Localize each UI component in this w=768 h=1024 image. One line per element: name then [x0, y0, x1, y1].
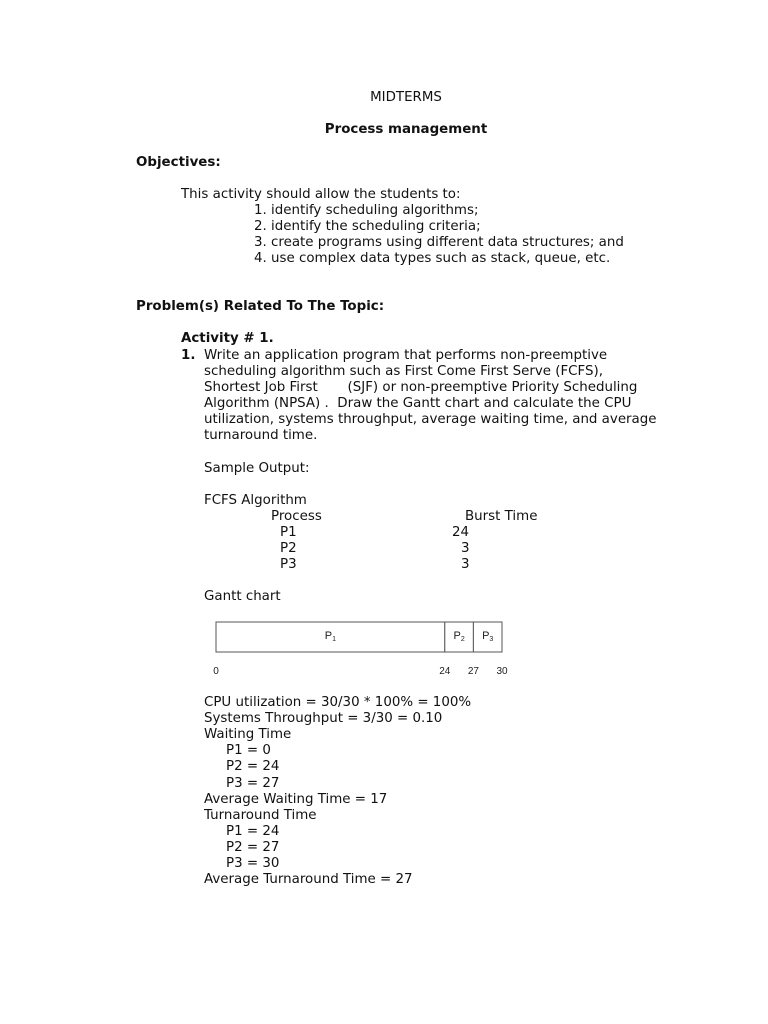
table-header-process: Process: [271, 509, 322, 524]
result-line: Average Waiting Time = 17: [204, 791, 388, 807]
document-title: MIDTERMS: [370, 90, 442, 105]
gantt-tick-label: 27: [467, 666, 479, 677]
gantt-tick-label: 30: [496, 666, 508, 677]
result-line: CPU utilization = 30/30 * 100% = 100%: [204, 695, 472, 710]
document-subtitle: Process management: [324, 122, 488, 137]
activity-title: Activity # 1.: [181, 331, 274, 346]
table-cell-burst: 24: [452, 525, 470, 540]
gantt-segment-label: P2: [453, 630, 465, 643]
objectives-heading: Objectives:: [136, 155, 221, 170]
gantt-segment-label: P1: [324, 630, 337, 643]
table-cell-process: P3: [280, 557, 297, 572]
sample-output-label: Sample Output:: [204, 461, 310, 476]
result-line: P3 = 30: [226, 856, 280, 871]
result-line: Average Turnaround Time = 27: [204, 872, 413, 888]
result-line: P1 = 0: [226, 743, 271, 759]
result-line: P3 = 27: [226, 775, 280, 791]
table-cell-burst: 3: [461, 557, 470, 572]
algorithm-label: FCFS Algorithm: [204, 493, 307, 508]
result-line: P1 = 24: [226, 823, 280, 839]
gantt-label: Gantt chart: [204, 589, 281, 604]
description-line: utilization, systems throughput, average waiting time, and average: [204, 412, 657, 427]
result-line: P2 = 24: [226, 759, 280, 775]
objective-item: 2. identify the scheduling criteria;: [254, 219, 481, 234]
gantt-chart: [206, 616, 516, 682]
description-line: Shortest Job First (SJF) or non-preemptive Priority Scheduling: [204, 380, 638, 395]
result-line: Systems Throughput = 3/30 = 0.10: [204, 711, 443, 727]
description-line: Algorithm (NPSA) . Draw the Gantt chart and calculate the CPU: [204, 396, 632, 411]
result-line: Waiting Time: [204, 727, 292, 743]
table-cell-process: P2: [280, 541, 297, 556]
table-header-burst-time: Burst Time: [465, 509, 538, 524]
description-line: turnaround time.: [204, 428, 318, 443]
description-line: Write an application program that performs non-preemptive: [204, 348, 608, 363]
objective-item: 3. create programs using different data structures; and: [254, 235, 624, 250]
problems-heading: Problem(s) Related To The Topic:: [136, 299, 385, 314]
result-line: P2 = 27: [226, 839, 280, 855]
description-line: scheduling algorithm such as First Come First Serve (FCFS),: [204, 364, 603, 379]
objectives-intro: This activity should allow the students to:: [181, 187, 461, 202]
table-cell-process: P1: [280, 525, 297, 540]
table-cell-burst: 3: [461, 541, 470, 556]
gantt-segment-label: P3: [482, 630, 494, 643]
result-line: Turnaround Time: [204, 807, 317, 823]
gantt-tick-label: 0: [213, 666, 219, 677]
item-number: 1.: [181, 348, 196, 363]
objective-item: 1. identify scheduling algorithms;: [254, 203, 479, 218]
objective-item: 4. use complex data types such as stack, queue, etc.: [254, 251, 611, 266]
gantt-tick-label: 24: [439, 666, 451, 677]
